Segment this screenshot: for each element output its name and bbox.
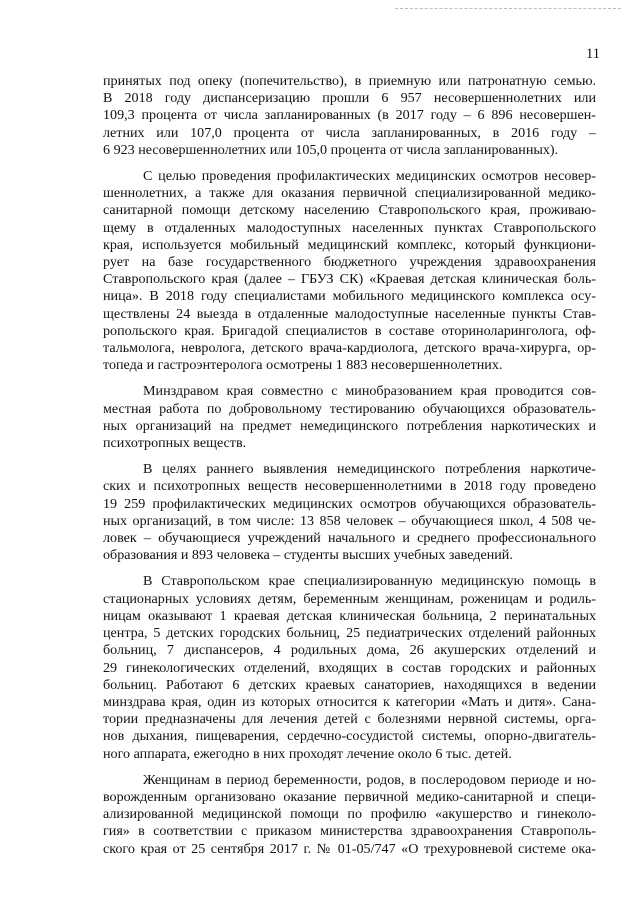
text-line: шеннолетних, а также для оказания первичной специализированной медико- xyxy=(103,185,596,202)
text-line: тальмолога, невролога, детского врача-кардиолога, детского врача-хирурга, ор- xyxy=(103,340,596,357)
text-line: ница». В 2018 году специалистами мобильного медицинского комплекса осу- xyxy=(103,288,596,305)
text-line: ских и психотропных веществ несовершеннолетними в 2018 году проведено xyxy=(103,478,596,495)
scan-edge-line xyxy=(395,8,621,9)
text-line: С целью проведения профилактических медицинских осмотров несовер- xyxy=(143,168,596,185)
paragraph-6 xyxy=(103,772,596,858)
text-line: В Ставропольском крае специализированную медицинскую помощь в xyxy=(143,573,596,590)
text-line: ных организаций, в том числе: 13 858 человек – обучающиеся школ, 4 508 че- xyxy=(103,512,596,529)
text-line: топеда и гастроэнтеролога осмотрены 1 883 несовершеннолетних. xyxy=(103,357,503,374)
text-line: летних или 107,0 процента от числа запланированных, в 2016 году – xyxy=(103,124,596,141)
text-line: В целях раннего выявления немедицинского потребления наркотиче- xyxy=(143,461,596,478)
text-line: ного аппарата, ежегодно в них проходят лечение около 6 тыс. детей. xyxy=(103,745,512,762)
text-line: ществлены 24 выезда в отдаленные малодоступные населенные пункты Став- xyxy=(103,305,596,322)
text-line: местная работа по добровольному тестированию обучающихся образователь- xyxy=(103,400,596,417)
text-line: ворожденным организовано оказание первичной медико-санитарной и специ- xyxy=(103,788,596,805)
text-line: ропольского края. Бригадой специалистов в составе оториноларинголога, оф- xyxy=(103,322,596,339)
text-line: ных организаций на предмет немедицинского потребления наркотических и xyxy=(103,417,596,434)
text-line: ского края от 25 сентября 2017 г. № 01-05/747 «О трехуровневой системе ока- xyxy=(103,840,596,857)
text-line: 6 923 несовершеннолетних или 105,0 процента от числа запланированных). xyxy=(103,141,559,158)
page-number: 11 xyxy=(586,46,600,62)
text-line: центра, 5 детских городских больниц, 25 педиатрических отделений районных xyxy=(103,625,596,642)
text-line: стационарных условиях детям, беременным женщинам, роженицам и родиль- xyxy=(103,590,596,607)
text-line: Минздравом края совместно с минобразованием края проводится сов- xyxy=(143,383,596,400)
text-line: тории предназначены для лечения детей с болезнями нервной системы, орга- xyxy=(103,711,596,728)
text-line: психотропных веществ. xyxy=(103,435,247,452)
text-line: Ставропольского края (далее – ГБУЗ СК) «Краевая детская клиническая боль- xyxy=(103,271,596,288)
text-line: рует на базе государственного бюджетного учреждения здравоохранения xyxy=(103,254,596,271)
text-line: края, используется мобильный медицинский комплекс, который функциони- xyxy=(103,236,596,253)
text-line: 19 259 профилактических медицинских осмотров обучающихся образователь- xyxy=(103,495,596,512)
text-line: ловек – обучающиеся учреждений начального и среднего профессионального xyxy=(103,530,596,547)
text-line: больниц. Работают 6 детских краевых санаториев, находящихся в ведении xyxy=(103,676,596,693)
document-body xyxy=(103,73,596,867)
text-line: 109,3 процента от числа запланированных (в 2017 году – 6 896 несовершен- xyxy=(103,107,596,124)
text-line: ализированной медицинской помощи по профилю «акушерство и гинеколо- xyxy=(103,806,596,823)
text-line: принятых под опеку (попечительство), в приемную или патронатную семью. xyxy=(103,73,596,89)
paragraph-5 xyxy=(103,573,596,762)
paragraph-1 xyxy=(103,73,596,159)
text-line: санитарной помощи детскому населению Ставропольского края, проживаю- xyxy=(103,202,596,219)
paragraph-4 xyxy=(103,461,596,564)
text-line: нов дыхания, пищеварения, сердечно-сосудистой системы, опорно-двигатель- xyxy=(103,728,596,745)
text-line: щему в отдаленных малодоступных населенных пунктах Ставропольского xyxy=(103,219,596,236)
paragraph-2 xyxy=(103,168,596,374)
text-line: 29 гинекологических отделений, входящих в состав городских и районных xyxy=(103,659,596,676)
paragraph-3 xyxy=(103,383,596,452)
text-line: В 2018 году диспансеризацию прошли 6 957 несовершеннолетних или xyxy=(103,90,596,107)
text-line: больниц, 7 диспансеров, 4 родильных дома, 26 акушерских отделений и xyxy=(103,642,596,659)
text-line: минздрава края, один из которых относится к категории «Мать и дитя». Сана- xyxy=(103,693,596,710)
text-line: Женщинам в период беременности, родов, в послеродовом периоде и но- xyxy=(143,771,596,788)
text-line: гия» в соответствии с приказом министерства здравоохранения Ставрополь- xyxy=(103,823,596,840)
text-line: ницам оказывают 1 краевая детская клиническая больница, 2 перинатальных xyxy=(103,607,596,624)
text-line: образования и 893 человека – студенты высших учебных заведений. xyxy=(103,547,513,564)
